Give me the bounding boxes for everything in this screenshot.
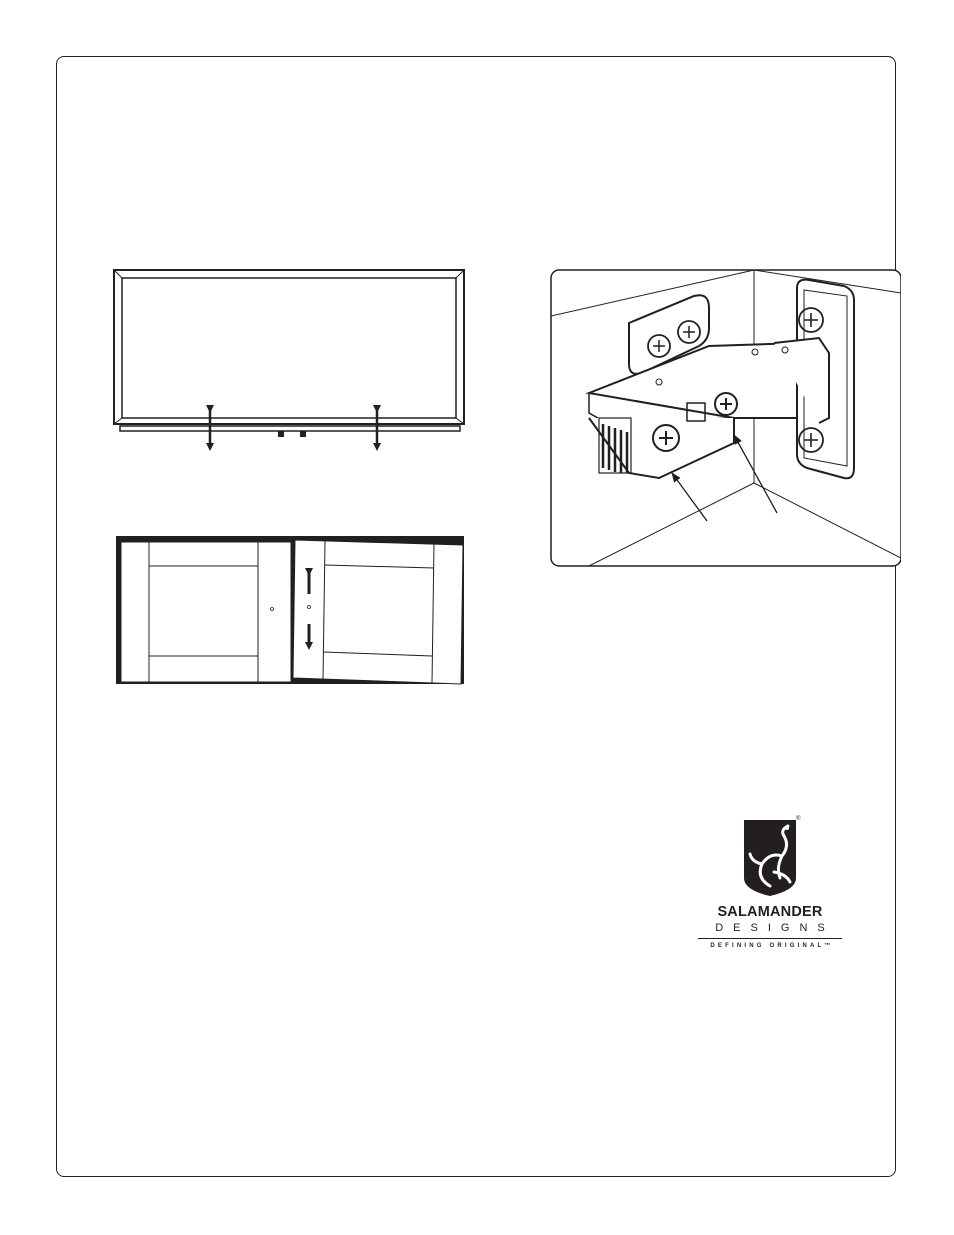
door-pair-diagram — [112, 532, 468, 692]
cabinet-bottom-rail — [120, 426, 460, 431]
brand-logo — [690, 816, 850, 956]
lift-door-diagram — [108, 264, 472, 460]
left-door — [121, 542, 291, 682]
hinge-closeup-diagram — [549, 268, 901, 568]
right-door — [293, 540, 463, 684]
brand-tagline: DEFINING ORIGINAL™ — [710, 943, 834, 949]
registered-mark: ® — [796, 816, 801, 822]
door-panel — [114, 270, 464, 424]
brand-subname: DESIGNS — [715, 922, 835, 934]
latch-right — [300, 431, 306, 437]
brand-divider — [698, 938, 842, 939]
latch-left — [278, 431, 284, 437]
salamander-shield-icon — [690, 816, 850, 902]
brand-name: SALAMANDER — [717, 904, 823, 920]
